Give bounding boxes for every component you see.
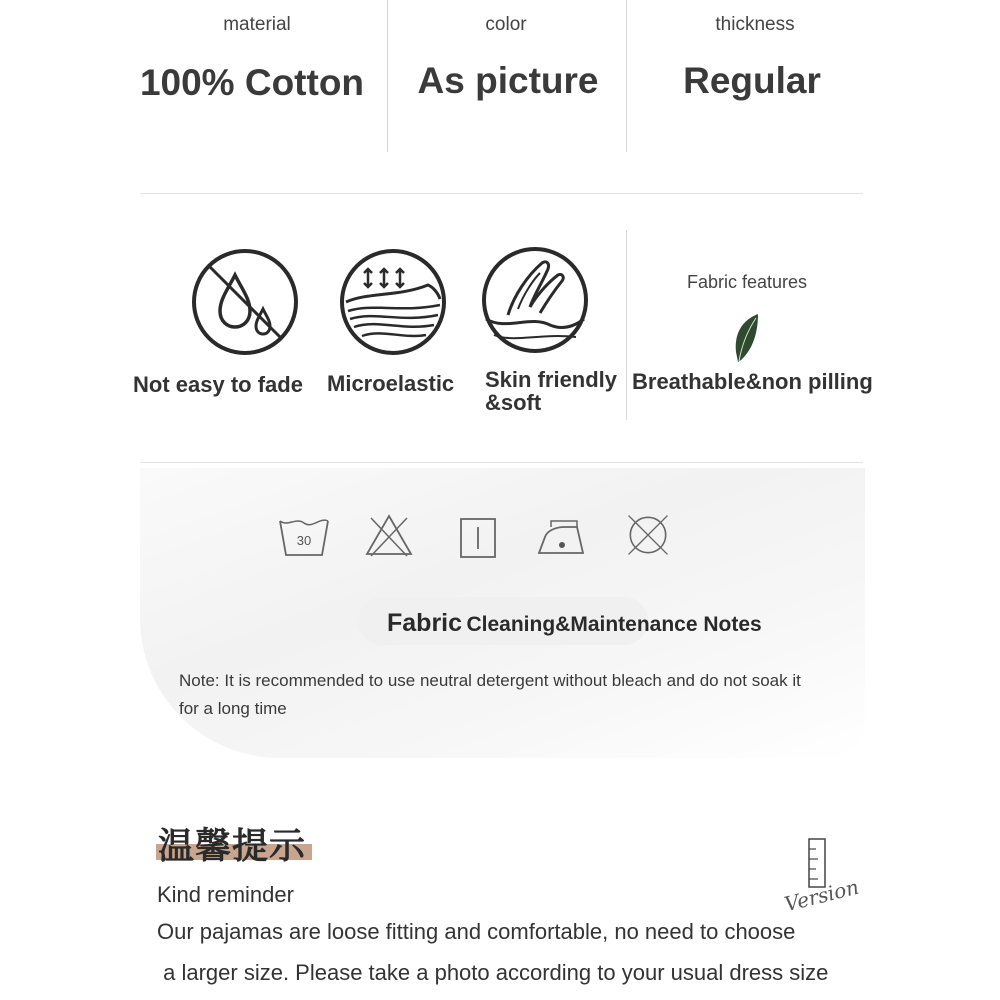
wash-30-icon (278, 515, 330, 561)
divider (626, 230, 627, 420)
reminder-line2: a larger size. Please take a photo according to your usual dress size (157, 960, 829, 985)
elastic-fabric-icon (338, 247, 448, 357)
reminder-title-cn: 温馨提示 (158, 826, 307, 867)
spec-label-thickness: thickness (715, 14, 795, 35)
tumble-dry-icon (452, 515, 504, 561)
feature-label-skin (485, 368, 617, 414)
spec-value-color: As picture (417, 60, 599, 101)
reminder-line1: Our pajamas are loose fitting and comfortable, no need to choose (157, 919, 796, 944)
spec-label-material: material (223, 14, 291, 35)
hand-touch-icon (480, 245, 590, 355)
feather-icon (728, 312, 762, 364)
feature-label-skin-line2: &soft (485, 390, 542, 415)
iron-low-icon (535, 515, 587, 561)
feature-label-fade: Not easy to fade (133, 372, 303, 397)
care-title (387, 609, 762, 638)
feature-label-elastic: Microelastic (327, 371, 455, 396)
feature-label-skin-line1: Skin friendly (485, 367, 618, 392)
fabric-features-title: Fabric features (686, 272, 808, 292)
care-note-line1: Note: It is recommended to use neutral detergent without bleach and do not soak it (179, 671, 801, 690)
care-title-bold: Fabric (387, 609, 463, 637)
wash-temp: 30 (296, 533, 312, 548)
spec-value-material: 100% Cotton (139, 62, 365, 103)
care-title-rest: Cleaning&Maintenance Notes (466, 613, 762, 636)
section-divider (140, 193, 863, 194)
no-bleach-icon (363, 512, 415, 558)
no-water-drop-icon (190, 247, 300, 357)
spec-value-thickness: Regular (683, 60, 821, 101)
section-divider (140, 462, 863, 463)
reminder-title-en: Kind reminder (157, 882, 294, 907)
version-badge: Version (782, 874, 862, 917)
no-dry-clean-icon (622, 512, 674, 558)
feature-label-breathable: Breathable&non pilling (632, 369, 873, 394)
spec-label-color: color (485, 14, 527, 35)
care-note (179, 667, 869, 723)
care-note-line2: for a long time (179, 699, 287, 718)
